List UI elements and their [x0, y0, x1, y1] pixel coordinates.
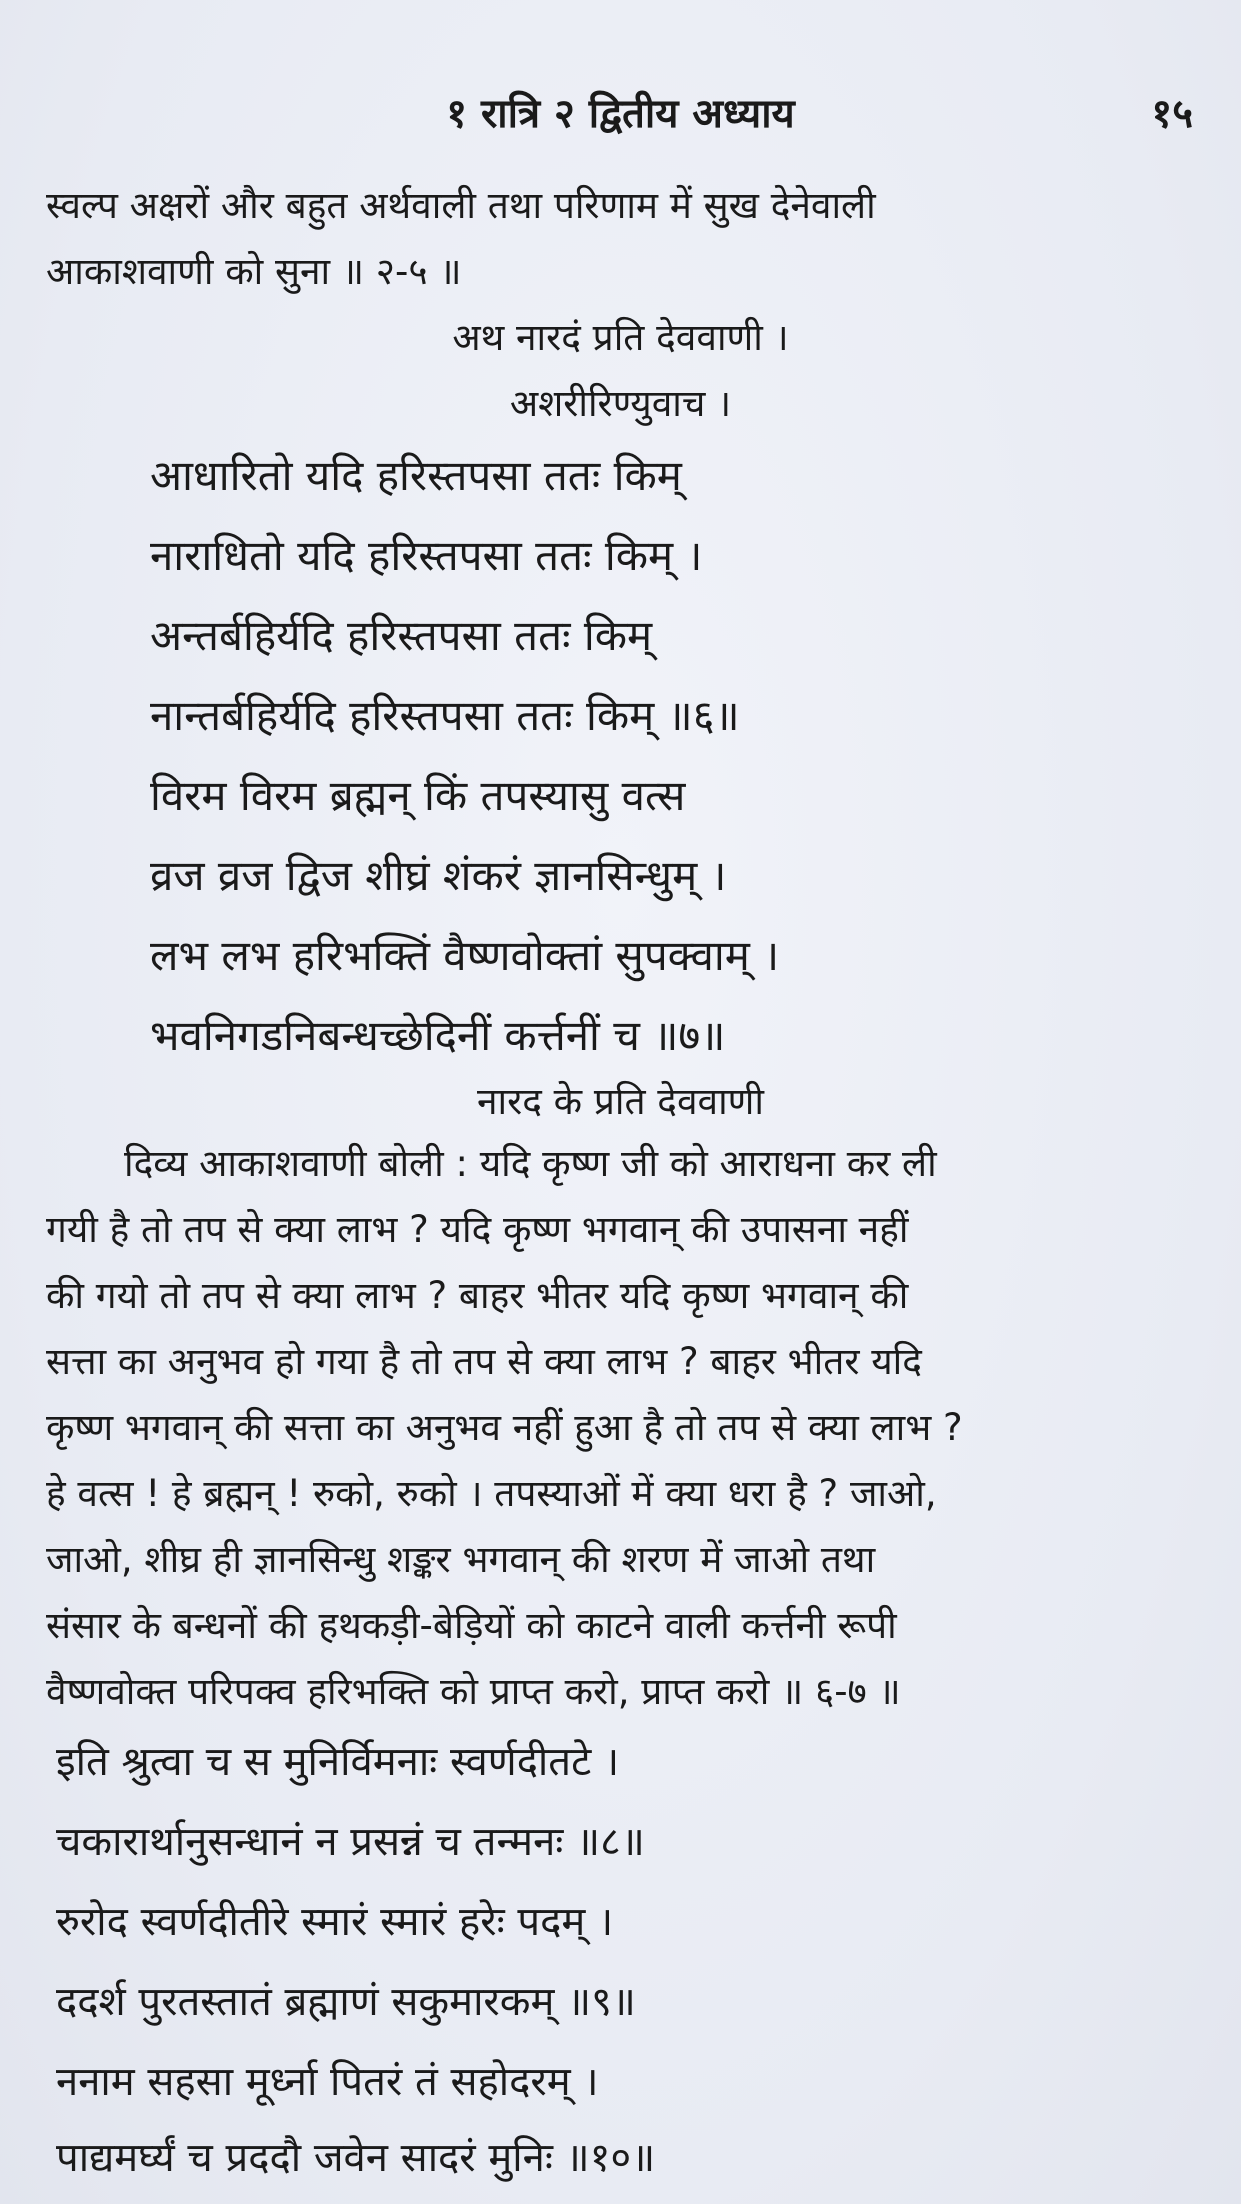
verse-line: लभ लभ हरिभक्तिं वैष्णवोक्तां सुपक्वाम् । — [150, 931, 780, 980]
section-heading: अथ नारदं प्रति देववाणी । — [452, 316, 789, 359]
page-header — [0, 78, 1241, 148]
prose-line: स्वल्प अक्षरों और बहुत अर्थवाली तथा परिणाम में सुख देनेवाली — [46, 184, 876, 227]
verse-line: विरम विरम ब्रह्मन् किं तपस्यासु वत्स — [150, 771, 686, 820]
speaker-heading: अशरीरिण्युवाच । — [509, 382, 732, 425]
prose-line: गयी है तो तप से क्या लाभ ? यदि कृष्ण भगवान् की उपासना नहीं — [46, 1208, 909, 1251]
prose-line: सत्ता का अनुभव हो गया है तो तप से क्या लाभ ? बाहर भीतर यदि — [46, 1340, 922, 1383]
verse-line: नान्तर्बहिर्यदि हरिस्तपसा ततः किम् ॥६॥ — [150, 691, 740, 740]
prose-line: की गयो तो तप से क्या लाभ ? बाहर भीतर यदि कृष्ण भगवान् की — [46, 1274, 909, 1317]
verse-line: ददर्श पुरतस्तातं ब्रह्माणं सकुमारकम् ॥९॥ — [56, 1979, 636, 2025]
prose-line: कृष्ण भगवान् की सत्ता का अनुभव नहीं हुआ है तो तप से क्या लाभ ? — [46, 1406, 963, 1449]
verse-line: चकारार्थानुसन्धानं न प्रसन्नं च तन्मनः ॥८॥ — [56, 1819, 645, 1865]
verse-line: आधारितो यदि हरिस्तपसा ततः किम् — [150, 451, 682, 500]
prose-line: आकाशवाणी को सुना ॥ २-५ ॥ — [46, 250, 462, 293]
page-number: १५ — [1151, 91, 1193, 137]
section-heading: नारद के प्रति देववाणी — [476, 1080, 765, 1123]
verse-line: नाराधितो यदि हरिस्तपसा ततः किम् । — [150, 531, 703, 580]
prose-line: हे वत्स ! हे ब्रह्मन् ! रुको, रुको । तपस्याओं में क्या धरा है ? जाओ, — [46, 1472, 937, 1515]
verse-line: रुरोद स्वर्णदीतीरे स्मारं स्मारं हरेः पदम् । — [56, 1899, 614, 1945]
verse-line: ननाम सहसा मूर्ध्ना पितरं तं सहोदरम् । — [56, 2059, 599, 2105]
verse-line: इति श्रुत्वा च स मुनिर्विमनाः स्वर्णदीतटे । — [56, 1739, 620, 1785]
verse-line: व्रज व्रज द्विज शीघ्रं शंकरं ज्ञानसिन्धुम् । — [150, 851, 727, 900]
prose-line: जाओ, शीघ्र ही ज्ञानसिन्धु शङ्कर भगवान् की शरण में जाओ तथा — [46, 1538, 876, 1581]
prose-line: संसार के बन्धनों की हथकड़ी-बेड़ियों को काटने वाली कर्त्तनी रूपी — [46, 1604, 897, 1647]
verse-line: पाद्यमर्घ्यं च प्रददौ जवेन सादरं मुनिः ॥१०॥ — [56, 2135, 656, 2181]
verse-line: भवनिगडनिबन्धच्छेदिनीं कर्त्तनीं च ॥७॥ — [150, 1011, 726, 1060]
prose-line: दिव्य आकाशवाणी बोली : यदि कृष्ण जी को आराधना कर ली — [124, 1142, 937, 1185]
prose-line: वैष्णवोक्त परिपक्व हरिभक्ति को प्राप्त करो, प्राप्त करो ॥ ६-७ ॥ — [46, 1670, 901, 1713]
chapter-title: १ रात्रि २ द्वितीय अध्याय — [446, 91, 795, 137]
verse-line: अन्तर्बहिर्यदि हरिस्तपसा ततः किम् — [150, 611, 653, 660]
